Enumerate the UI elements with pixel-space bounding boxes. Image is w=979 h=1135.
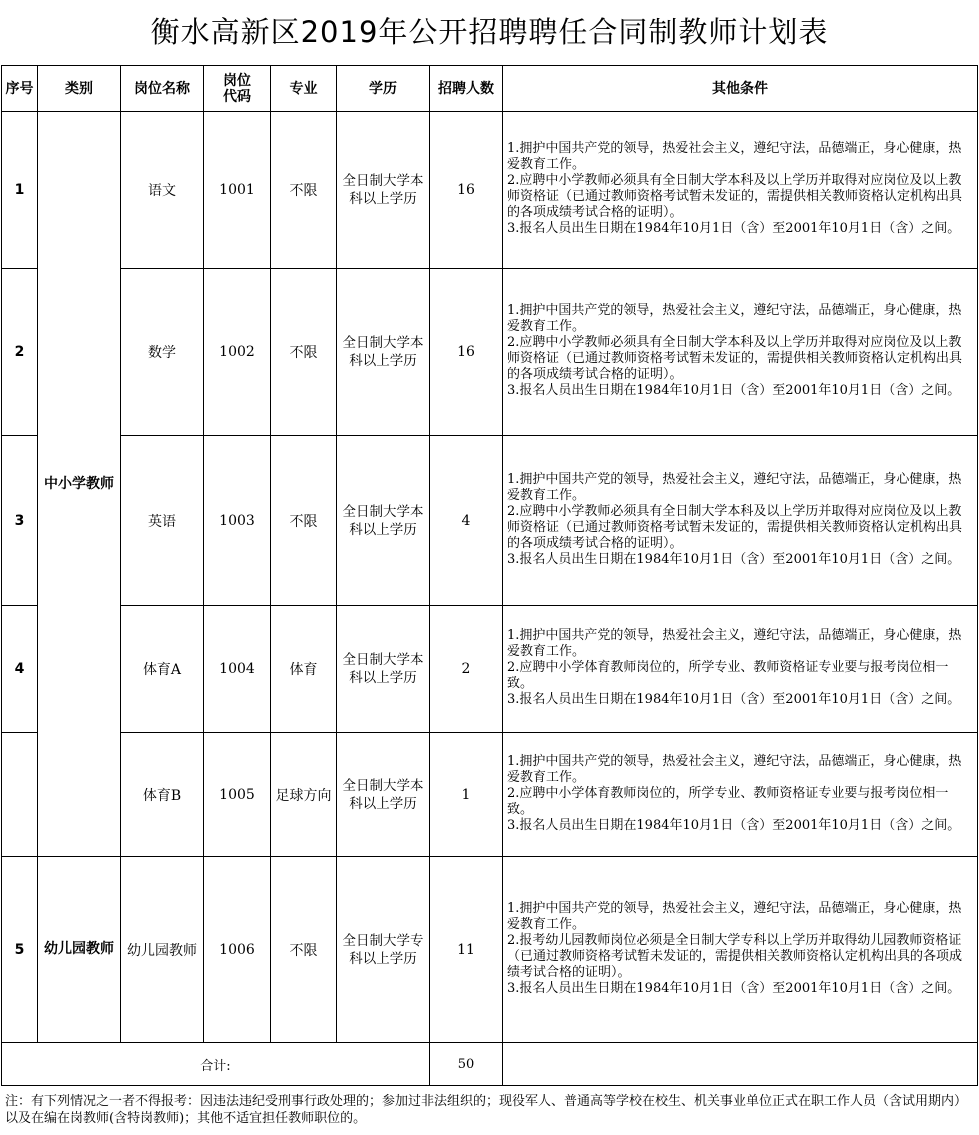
header-count: 招聘人数 — [430, 66, 503, 112]
row-index: 1 — [2, 112, 38, 269]
education-cell: 全日制大学本科以上学历 — [337, 436, 430, 606]
conditions-cell — [503, 436, 978, 606]
table-row — [2, 857, 978, 1043]
education-cell: 全日制大学本科以上学历 — [337, 112, 430, 269]
header-category: 类别 — [38, 66, 121, 112]
condition-item: 1.拥护中国共产党的领导，热爱社会主义，遵纪守法，品德端正，身心健康，热爱教育工作。 — [507, 900, 962, 932]
conditions-cell — [503, 269, 978, 436]
condition-item: 3.报名人员出生日期在1984年10月1日（含）至2001年10月1日（含）之间。 — [507, 551, 961, 567]
table-row — [2, 733, 978, 857]
condition-item: 2.应聘中小学体育教师岗位的，所学专业、教师资格证专业要与报考岗位相一致。 — [507, 785, 949, 817]
header-index: 序号 — [2, 66, 38, 112]
condition-item: 1.拥护中国共产党的领导，热爱社会主义，遵纪守法，品德端正，身心健康，热爱教育工作。 — [507, 471, 962, 503]
position-cell: 体育B — [121, 733, 204, 857]
major-cell: 不限 — [271, 112, 337, 269]
condition-item: 2.应聘中小学教师必须具有全日制大学本科及以上学历并取得对应岗位及以上教师资格证（已通过教师资格考试暂未发证的，需提供相关教师资格认定机构出具的各项成绩考试合格的证明）。 — [507, 503, 963, 551]
position-cell: 幼儿园教师 — [121, 857, 204, 1043]
total-count: 50 — [430, 1043, 503, 1086]
count-cell: 2 — [430, 606, 503, 733]
condition-item: 1.拥护中国共产党的领导，热爱社会主义，遵纪守法，品德端正，身心健康，热爱教育工作。 — [507, 753, 962, 785]
row-index: 4 — [2, 606, 38, 733]
row-index: 3 — [2, 436, 38, 606]
header-major: 专业 — [271, 66, 337, 112]
category-cell: 中小学教师 — [38, 112, 121, 857]
condition-item: 1.拥护中国共产党的领导，热爱社会主义，遵纪守法，品德端正，身心健康，热爱教育工作。 — [507, 628, 962, 659]
row-index: 5 — [2, 857, 38, 1043]
code-cell: 1002 — [204, 269, 271, 436]
condition-item: 3.报名人员出生日期在1984年10月1日（含）至2001年10月1日（含）之间。 — [507, 817, 961, 833]
code-cell: 1004 — [204, 606, 271, 733]
total-label: 合计: — [2, 1043, 430, 1086]
conditions-cell — [503, 112, 978, 269]
condition-item: 1.拥护中国共产党的领导，热爱社会主义，遵纪守法，品德端正，身心健康，热爱教育工作。 — [507, 141, 962, 172]
count-cell: 4 — [430, 436, 503, 606]
row-index — [2, 733, 38, 857]
recruitment-plan-table — [1, 65, 978, 1086]
education-cell: 全日制大学本科以上学历 — [337, 269, 430, 436]
table-row — [2, 269, 978, 436]
conditions-cell — [503, 857, 978, 1043]
header-position: 岗位名称 — [121, 66, 204, 112]
header-code — [204, 66, 271, 112]
header-code-line1: 岗位 — [223, 72, 251, 89]
major-cell: 足球方向 — [271, 733, 337, 857]
condition-item: 2.应聘中小学教师必须具有全日制大学本科及以上学历并取得对应岗位及以上教师资格证（已通过教师资格考试暂未发证的，需提供相关教师资格认定机构出具的各项成绩考试合格的证明）。 — [507, 173, 963, 220]
major-cell: 不限 — [271, 436, 337, 606]
conditions-cell — [503, 733, 978, 857]
condition-item: 2.报考幼儿园教师岗位必须是全日制大学专科以上学历并取得幼儿园教师资格证（已通过教师资格考试暂未发证的，需提供相关教师资格认定机构出具的各项成绩考试合格的证明）。 — [507, 932, 963, 980]
major-cell: 不限 — [271, 857, 337, 1043]
code-cell: 1003 — [204, 436, 271, 606]
position-cell: 体育A — [121, 606, 204, 733]
count-cell: 11 — [430, 857, 503, 1043]
education-cell: 全日制大学专科以上学历 — [337, 857, 430, 1043]
total-row — [2, 1043, 978, 1086]
header-code-line2: 代码 — [223, 88, 251, 105]
condition-item: 3.报名人员出生日期在1984年10月1日（含）至2001年10月1日（含）之间。 — [507, 221, 961, 236]
conditions-cell — [503, 606, 978, 733]
position-cell: 语文 — [121, 112, 204, 269]
condition-item: 3.报名人员出生日期在1984年10月1日（含）至2001年10月1日（含）之间。 — [507, 980, 961, 996]
page-title: 衡水高新区2019年公开招聘聘任合同制教师计划表 — [150, 15, 829, 49]
total-conditions-empty — [503, 1043, 978, 1086]
table-row — [2, 606, 978, 733]
header-conditions: 其他条件 — [503, 66, 978, 112]
education-cell: 全日制大学本科以上学历 — [337, 733, 430, 857]
condition-item: 3.报名人员出生日期在1984年10月1日（含）至2001年10月1日（含）之间。 — [507, 692, 961, 707]
condition-item: 2.应聘中小学教师必须具有全日制大学本科及以上学历并取得对应岗位及以上教师资格证（已通过教师资格考试暂未发证的，需提供相关教师资格认定机构出具的各项成绩考试合格的证明）。 — [507, 335, 963, 382]
footnote: 注：有下列情况之一者不得报考：因违法违纪受刑事行政处理的；参加过非法组织的；现役军人、普通高等学校在校生、机关事业单位正式在职工作人员（含试用期内）以及在编在岗教师(含特岗教师)；其他不适宜担任教师职位的。 — [5, 1094, 968, 1126]
row-index: 2 — [2, 269, 38, 436]
table-row — [2, 436, 978, 606]
count-cell: 16 — [430, 112, 503, 269]
education-cell: 全日制大学本科以上学历 — [337, 606, 430, 733]
condition-item: 1.拥护中国共产党的领导，热爱社会主义，遵纪守法，品德端正，身心健康，热爱教育工作。 — [507, 303, 962, 334]
code-cell: 1005 — [204, 733, 271, 857]
header-row — [2, 66, 978, 112]
major-cell: 不限 — [271, 269, 337, 436]
position-cell: 数学 — [121, 269, 204, 436]
count-cell: 16 — [430, 269, 503, 436]
code-cell: 1006 — [204, 857, 271, 1043]
major-cell: 体育 — [271, 606, 337, 733]
condition-item: 2.应聘中小学体育教师岗位的，所学专业、教师资格证专业要与报考岗位相一致。 — [507, 660, 949, 691]
count-cell: 1 — [430, 733, 503, 857]
category-cell: 幼儿园教师 — [38, 857, 121, 1043]
code-cell: 1001 — [204, 112, 271, 269]
table-row — [2, 112, 978, 269]
condition-item: 3.报名人员出生日期在1984年10月1日（含）至2001年10月1日（含）之间。 — [507, 383, 961, 398]
header-education: 学历 — [337, 66, 430, 112]
position-cell: 英语 — [121, 436, 204, 606]
